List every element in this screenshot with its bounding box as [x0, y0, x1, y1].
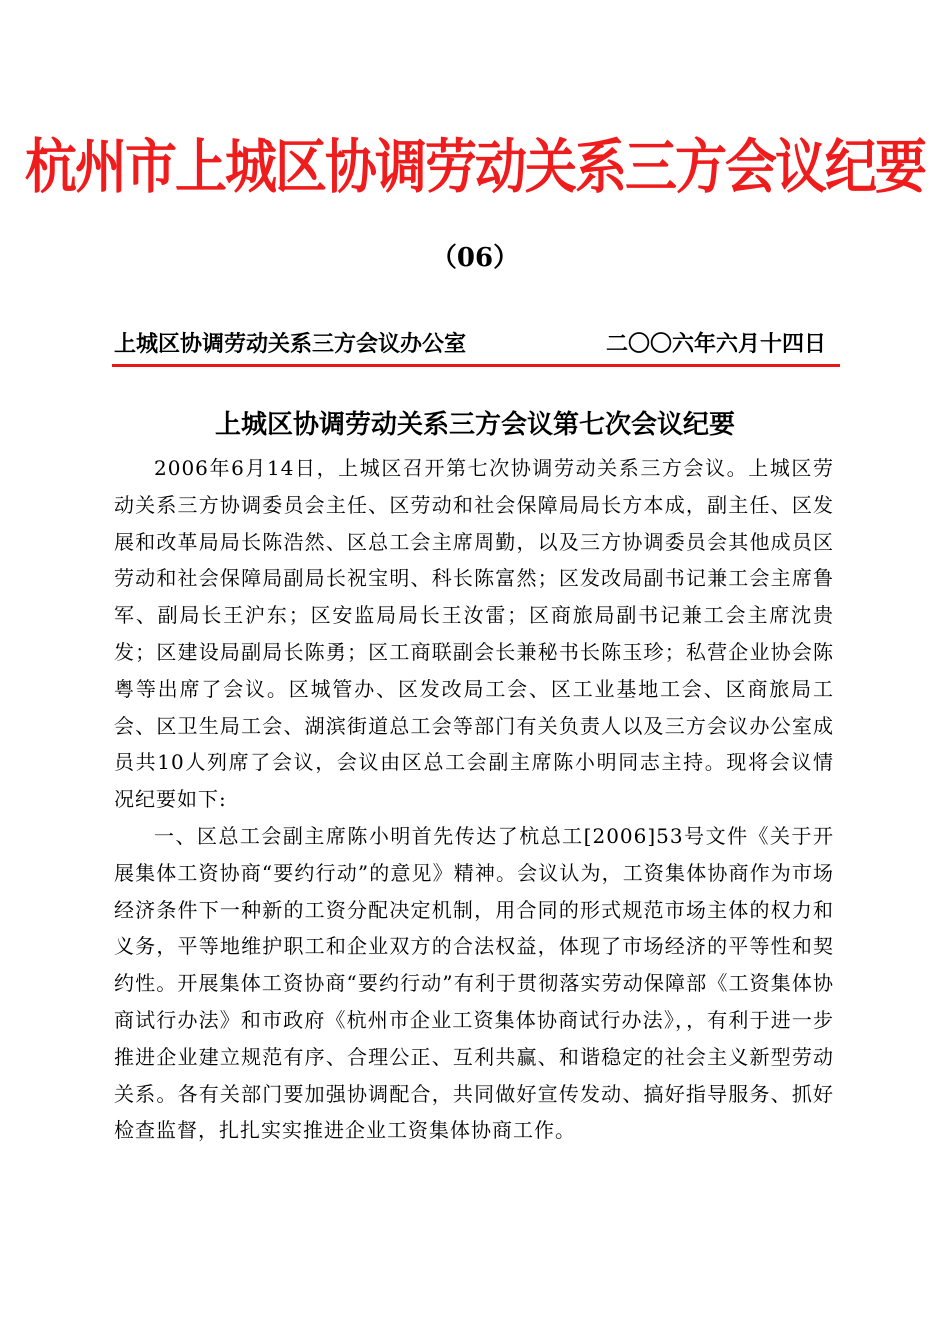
body-paragraph: 一、区总工会副主席陈小明首先传达了杭总工[2006]53号文件《关于开展集体工资协商“要约行动”的意见》精神。会议认为，工资集体协商作为市场经济条件下一种新的工资分配决定机制，用合同的形式规范市场主体的权力和义务，平等地维护职工和企业双方的合法权益，体现了市场经济的平等性和契约性。开展集体工资协商“要约行动”有利于贯彻落实劳动保障部《工资集体协商试行办法》和市政府《杭州市企业工资集体协商试行办法》，，有利于进一步推进企业建立规范有序、合理公正、互利共赢、和谐稳定的社会主义新型劳动关系。各有关部门要加强协调配合，共同做好宣传发动、搞好指导服务、抓好检查监督，扎扎实实推进企业工资集体协商工作。 — [114, 823, 834, 1143]
body-paragraph: 2006年6月14日，上城区召开第七次协调劳动关系三方会议。上城区劳动关系三方协调委员会主任、区劳动和社会保障局局长方本成，副主任、区发展和改革局局长陈浩然、区总工会主席周勤，以及三方协调委员会其他成员区劳动和社会保障局副局长祝宝明、科长陈富然；区发改局副书记兼工会主席鲁军、副局长王沪东；区安监局局长王汝雷；区商旅局副书记兼工会主席沈贵发；区建设局副局长陈勇；区工商联副会长兼秘书长陈玉珍；私营企业协会陈粤等出席了会议。区城管办、区发改局工会、区工业基地工会、区商旅局工会、区卫生局工会、湖滨街道总工会等部门有关负责人以及三方会议办公室成员共10人列席了会议，会议由区总工会副主席陈小明同志主持。现将会议情况纪要如下: — [114, 456, 834, 812]
document-title: 上城区协调劳动关系三方会议第七次会议纪要 — [214, 410, 735, 440]
issue-date: 二〇〇六年六月十四日 — [605, 332, 826, 357]
masthead-title: 杭州市上城区协调劳动关系三方会议纪要 — [24, 134, 925, 202]
red-divider-rule — [112, 364, 840, 367]
issuing-office: 上城区协调劳动关系三方会议办公室 — [114, 332, 467, 357]
document-body — [114, 450, 834, 1149]
issue-number: （06） — [430, 243, 520, 273]
